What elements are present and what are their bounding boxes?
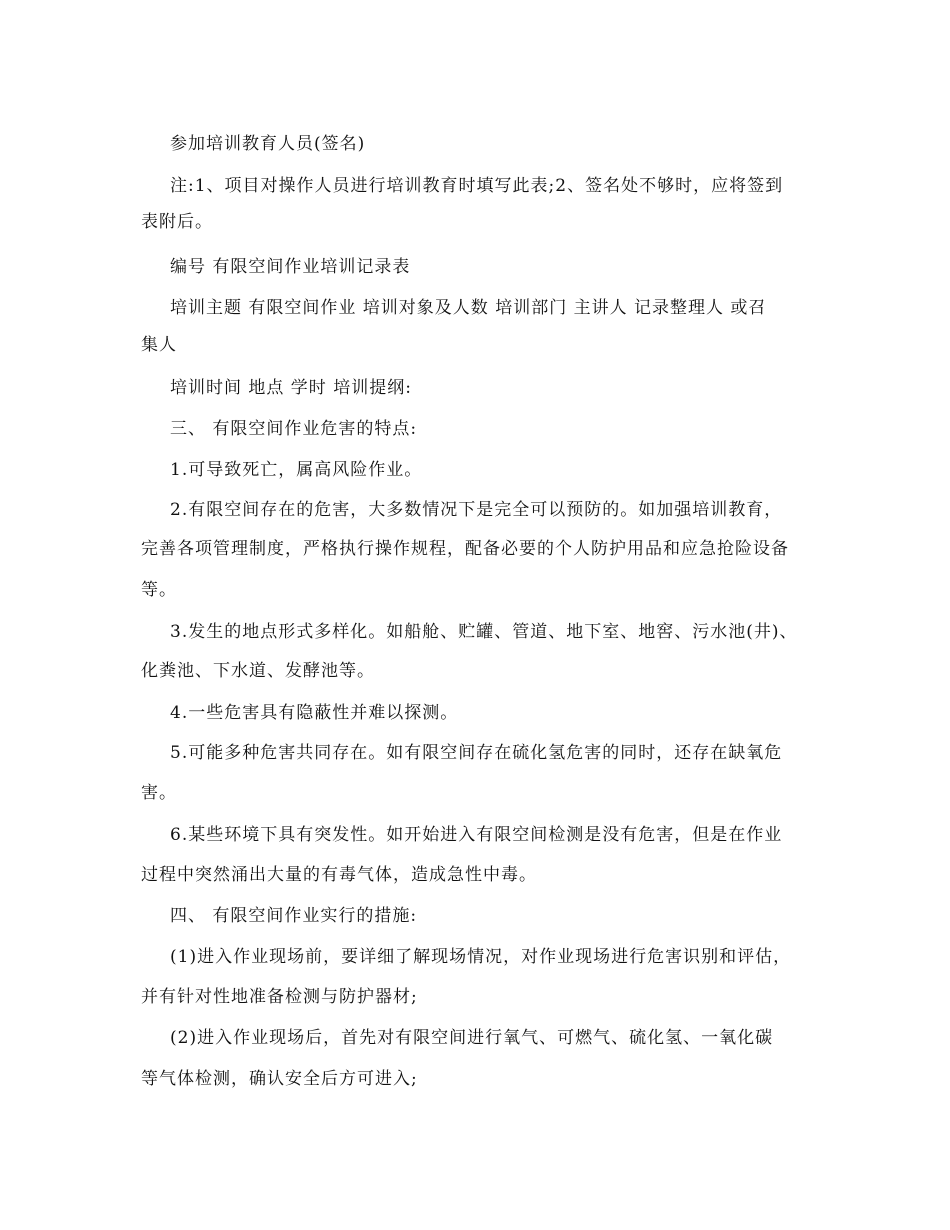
hazard-item-4: 4.一些危害具有隐蔽性并难以探测。 [170, 703, 459, 723]
measure-item-1-line-1: (1)进入作业现场前，要详细了解现场情况，对作业现场进行危害识别和评估， [170, 947, 792, 967]
hazard-item-2-line-3: 等。 [141, 580, 177, 600]
signature-heading: 参加培训教育人员(签名) [170, 134, 366, 154]
measure-item-2-line-1: (2)进入作业现场后，首先对有限空间进行氧气、可燃气、硫化氢、一氧化碳 [170, 1028, 774, 1048]
hazard-item-1: 1.可导致死亡，属高风险作业。 [170, 460, 423, 480]
note-line-1: 注:1、项目对操作人员进行培训教育时填写此表;2、签名处不够时，应将签到 [170, 176, 784, 196]
section-four-heading: 四、 有限空间作业实行的措施: [170, 906, 418, 926]
measure-item-2-line-2: 等气体检测，确认安全后方可进入; [141, 1069, 418, 1089]
training-time-line: 培训时间 地点 学时 培训提纲: [170, 378, 412, 398]
training-info-line-1: 培训主题 有限空间作业 培训对象及人数 培训部门 主讲人 记录整理人 或召 [170, 298, 767, 318]
hazard-item-5-line-1: 5.可能多种危害共同存在。如有限空间存在硫化氢危害的同时，还存在缺氧危 [170, 743, 783, 763]
hazard-item-3-line-2: 化粪池、下水道、发酵池等。 [141, 661, 375, 681]
hazard-item-5-line-2: 害。 [141, 783, 177, 803]
form-title: 编号 有限空间作业培训记录表 [170, 257, 411, 277]
hazard-item-3-line-1: 3.发生的地点形式多样化。如船舱、贮罐、管道、地下室、地窖、污水池(井)、 [170, 622, 798, 642]
hazard-item-2-line-1: 2.有限空间存在的危害，大多数情况下是完全可以预防的。如加强培训教育， [170, 500, 783, 520]
training-info-line-2: 集人 [141, 335, 177, 355]
hazard-item-6-line-2: 过程中突然涌出大量的有毒气体，造成急性中毒。 [141, 865, 537, 885]
note-line-2: 表附后。 [141, 212, 213, 232]
section-three-heading: 三、 有限空间作业危害的特点: [170, 419, 418, 439]
hazard-item-2-line-2: 完善各项管理制度，严格执行操作规程，配备必要的个人防护用品和应急抢险设备 [141, 539, 789, 559]
measure-item-1-line-2: 并有针对性地准备检测与防护器材; [141, 987, 418, 1007]
hazard-item-6-line-1: 6.某些环境下具有突发性。如开始进入有限空间检测是没有危害，但是在作业 [170, 825, 783, 845]
